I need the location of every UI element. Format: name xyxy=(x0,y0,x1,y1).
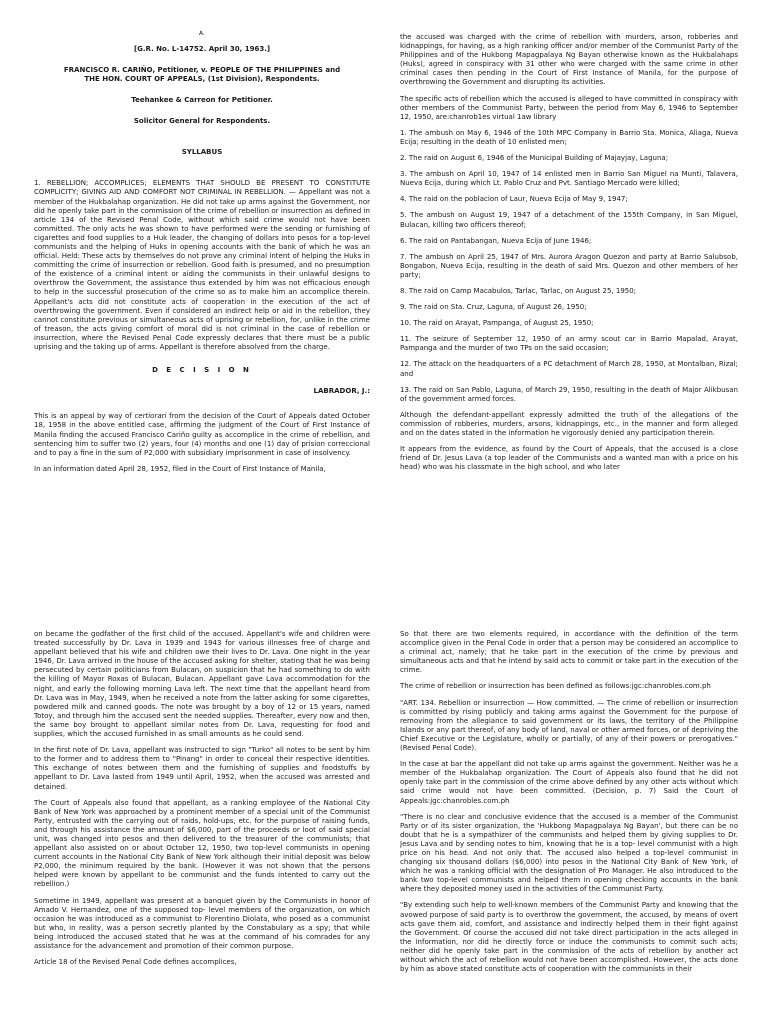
admission-paragraph: Although the defendant-appellant expressly admitted the truth of the allegations of the commission of robberies, murders, arsons, kidnappings, etc., in the manner and form alleged and on the dates stated in the information he vigorously denied any participation therein. xyxy=(400,410,738,437)
bottom-right-column xyxy=(400,630,738,1024)
list-item: 3. The ambush on April 10, 1947 of 14 enlisted men in Barrio San Miguel na Munti, Talavera, Nueva Ecija, during which Lt. Pablo Cruz and Pvt. Santiago Mercado were killed; xyxy=(400,170,738,188)
counsel-petitioner: Teehankee & Carreon for Petitioner. xyxy=(131,96,273,105)
decision-paragraph-2: In an information dated April 28, 1952, filed in the Court of First Instance of Manila, xyxy=(34,464,326,473)
body-paragraph: on became the godfather of the first child of the accused. Appellant's wife and children were treated successfully by Dr. Lava in 1939 and 1943 for various illnesses free of charge and appellant believed that his wife and children owe their lives to Dr. Lava. One night in the year 1946, Dr. Lava arrived in the house of the accused asking for shelter, stating that he was being persecuted by certain politicians from Bulacan, on suspicion that he had something to do with the killing of Mayor Roxas of Bulacan, Bulacan. Appellant gave Lava accommodation for the night, and early the following morning Lava left. The next time that the appellant heard from Dr. Lava was in May, 1949, when he received a note from the latter asking for some cigarettes, powdered milk and canned goods. The note was brought by a boy of 12 or 15 years, named Totoy, and through him the accused sent the needed supplies. Thereafter, every now and then, the same boy brought to appellant similar notes from Dr. Lava, requesting for food and supplies, which the accused furnished in as small amounts as he could send. xyxy=(34,630,370,739)
list-item: 2. The raid on August 6, 1946 of the Municipal Building of Majayjay, Laguna; xyxy=(400,154,669,163)
list-item: 5. The ambush on August 19, 1947 of a detachment of the 155th Company, in San Miguel, Bulacan, killing two officers thereof; xyxy=(400,211,738,229)
top-left-column xyxy=(34,30,370,510)
syllabus-heading: SYLLABUS xyxy=(181,148,223,157)
statute-quote: "ART. 134. Rebellion or insurrection — How committed. — The crime of rebellion or insurrection is committed by rising publicly and taking arms against the Government for the purpose of removing from the allegiance to said government or its laws, the territory of the Philippine Islands or any part thereof, of any body of land, naval or other armed forces, or of depriving the Chief Executive or the Legislature, wholly or partially, of any of their powers or prerogatives." (Revised Penal Code). xyxy=(400,698,738,753)
specific-acts-intro: The specific acts of rebellion which the accused is alleged to have committed in conspiracy with other members of the Communist Party, between the period from May 6, 1946 to September 12, 1950, are:chanrob1es virtual 1aw library xyxy=(400,94,738,121)
list-item: 8. The raid on Camp Macabulos, Tarlac, Tarlac, on August 25, 1950; xyxy=(400,286,637,295)
top-right-column xyxy=(400,33,738,510)
list-item: 4. The raid on the poblacion of Laur, Nueva Ecija of May 9, 1947; xyxy=(400,195,628,204)
syllabus-paragraph: 1. REBELLION; ACCOMPLICES; ELEMENTS THAT SHOULD BE PRESENT TO CONSTITUTE COMPLICITY; GIVING AID AND COMFORT NOT CRIMINAL IN REBELLION. — Appellant was not a member of the Hukbalahap organization. He did not take up arms against the Government, nor did he openly take part in the commission of the crime of rebellion or insurrection as defined in article 134 of the Revised Penal Code, without which said crime would not have been committed. The only acts he was shown to have performed were the sending or furnishing of cigarettes and food supplies to a Huk leader, the changing of dollars into pesos for a top-level communists and the helping of Huks in opening accounts with the bank of which he was an official. Held: These acts by themselves do not prove any criminal intent of helping the Huks in committing the crime of insurrection or rebellion. Good faith is presumed, and no presumption of the existence of a criminal intent or aiding the communists in their unlawful designs to overthrow the Government, the assistance thus extended by him was not efficacious enough to help in the successful prosecution of the crime so as to make him an accomplice therein. Appellant's acts did not constitute acts of cooperation in the execution of the act of overthrowing the government. Even if considered an indirect help or aid in the rebellion, they cannot constitute previous or simultaneous acts of uprising or rebellion, for, unlike in the crime of treason, the acts giving comfort of moral did is not criminal in the case of rebellion or insurrection, where the Revised Penal Code expressly declares that there must be a public uprising and the taking up of arms. Appellant is therefore absolved from the charge. xyxy=(34,179,370,352)
parties-line-2: THE HON. COURT OF APPEALS, (1st Division), Respondents. xyxy=(84,74,320,83)
body-paragraph: Sometime in 1949, appellant was present at a banquet given by the Communists in honor of Amado V. Hernandez, one of the supposed top- level members of the organization, on which occasion he was introduced as a communist to Florentino Diolata, who posed as a communist but who, in reality, was a person secretly planted by the Constabulary as a spy; that while being introduced the accused stated that he was at the command of his comrades for any assistance for the advancement and promotion of their common purpose. xyxy=(34,896,370,950)
parties-line-1: FRANCISCO R. CARIÑO, Petitioner, v. PEOPLE OF THE PHILIPPINES and xyxy=(63,65,341,74)
certiorari-term: certiorari xyxy=(134,412,167,421)
body-paragraph: The Court of Appeals also found that appellant, as a ranking employee of the National City Bank of New York was approached by a prominent member of a special unit of the Communist Party, entrusted with the carrying out of raids, hold-ups, etc. for the purpose of raising funds, and through his assistance the amount of $6,000, part of the proceeds or loot of said special unit, was changed into pesos and then delivered to the treasurer of the communists; that appellant also assisted on or about October 12, 1950, two top-level communists in opening current accounts in the National City Bank of New York although their initial deposit was below P2,000, the minimum required by the bank. (However it was not shown that the persons helped were known by appellant to be communist and the funds intented to carry out the rebellion.) xyxy=(34,798,370,889)
body-paragraph: In the case at bar the appellant did not take up arms against the government. Neither was he a member of the Hukbalahap organization. The Court of Appeals also found that he did not openly take part in the commission of the crime above defined by any other acts without which said crime would not have been committed. (Decision, p. 7) Said the Court of Appeals:jgc:chanrobles.com.ph xyxy=(400,760,738,805)
list-item: 6. The raid on Pantabangan, Nueva Ecija of June 1946; xyxy=(400,236,592,245)
list-item: 12. The attack on the headquarters of a PC detachment of March 28, 1950, at Montalban, Rizal; and xyxy=(400,360,738,378)
bottom-left-column xyxy=(34,630,370,1024)
list-item: 1. The ambush on May 6, 1946 of the 10th MPC Company in Barrio Sta. Monica, Aliaga, Nueva Ecija; resulting in the death of 10 enlisted men; xyxy=(400,128,738,146)
body-paragraph: So that there are two elements required, in accordance with the definition of the term accomplice given in the Penal Code in order that a person may be considered an accomplice to a criminal act, namely; that he take part in the execution of the crime by previous and simultaneous acts and that he intend by said acts to commit or take part in the execution of the crime. xyxy=(400,630,738,675)
body-paragraph: In the first note of Dr. Lava, appellant was instructed to sign "Turko" all notes to be sent by him to the former and to address them to "Pinang" in order to conceal their respective identities. This exchange of notes between them and the furnishing of supplies and foodstuffs by appellant to Dr. Lava lasted from 1949 until April, 1952, when the accused was arrested and detained. xyxy=(34,746,370,791)
list-item: 11. The seizure of September 12, 1950 of an army scout car in Barrio Mapalad, Arayat, Pampanga and the murder of two TPs on the said occasion; xyxy=(400,335,738,353)
counsel-respondents: Solicitor General for Respondents. xyxy=(133,117,271,126)
list-item: 10. The raid on Arayat, Pampanga, of August 25, 1950; xyxy=(400,319,594,328)
decision-paragraph-1 xyxy=(34,412,370,457)
decision-p1-text-cont: from the decision of the Court of Appeals dated October 18, 1958 in the above entitled case, affirming the judgment of the Court of First Instance of Manila finding the accused Francisco Cariño guilty as accomplice in the crime of rebellion, and sentencing him to suffer two (2) years, four (4) months and one (1) day of prision correccional and to pay a fine in the sum of P2,000 with subsidiary imprisonment in case of insolvency. xyxy=(34,412,370,457)
list-item: 13. The raid on San Pablo, Laguna, of March 29, 1950, resulting in the death of Major Alikbusan of the government armed forces. xyxy=(400,385,738,403)
decision-heading: D E C I S I O N xyxy=(152,366,252,375)
charge-paragraph: the accused was charged with the crime of rebellion with murders, arson, robberies and kidnappings, for having, as a high ranking officer and/or member of the Communist Party of the Philippines and of the Hukbong Mapagpalaya Ng Bayan otherwise known as the Hukbalahaps (Huks), agreed in conspiracy with 31 other who were charged with the same crime in other criminal cases then pending in the Court of First Instance of Manila, for the purpose of overthrowing the Government and disrupting its activities. xyxy=(400,33,738,87)
list-item: 7. The ambush on April 25, 1947 of Mrs. Aurora Aragon Quezon and party at Barrio Salubsob, Bongabon, Nueva Ecija, resulting in the death of said Mrs. Quezon and other members of her party; xyxy=(400,252,738,279)
body-paragraph: The crime of rebellion or insurrection has been defined as follows:jgc:chanrobles.com.ph xyxy=(400,682,711,691)
evidence-paragraph: It appears from the evidence, as found by the Court of Appeals, that the accused is a close friend of Dr. Jesus Lava (a top leader of the Communists and a wanted man with a price on his head) who was his classmate in the high school, and who later xyxy=(400,445,738,472)
page-bottom-half xyxy=(0,512,768,1024)
justice-name: LABRADOR, J.: xyxy=(313,387,370,396)
body-paragraph: Article 18 of the Revised Penal Code defines accomplices, xyxy=(34,958,237,967)
case-number: [G.R. No. L-14752. April 30, 1963.] xyxy=(133,44,271,53)
court-quote: "There is no clear and conclusive evidence that the accused is a member of the Communist Party or of its sister organization, the 'Hukbong Mapagpalaya Ng Bayan', but there can be no doubt that he is a sympathizer of the communists and helped them by giving supplies to Dr. Jesus Lava and by sending notes to him, knowing that he is a top- level communist with a high price on his head. And not only that. The accused also helped a top-level communist in changing six thousand dollars ($6,000) into pesos in the National City Bank of New York, of which he was a ranking official with the designation of Pro Manager. He also introduced to the bank two top-level communists and helped them in opening checking accounts in the bank where they deposited money used in the activities of the Communist Party. xyxy=(400,812,738,894)
court-quote: "By extending such help to well-known members of the Communist Party and knowing that the avowed purpose of said party is to overthrow the government, the accused, by means of overt acts gave them aid, comfort, and assistance and indirectly helped them in their fight against the Government. Of course the accused did not take direct participation in the acts alleged in the information, nor did he directly force or induce the communists to commit such acts; neither did he openly take part in the commission of the acts of rebellion by another act without which the act of rebellion would not have been accomplished. However, the acts done by him as above stated constitute acts of cooperation with the communists in their xyxy=(400,901,738,974)
page-marker: A. xyxy=(199,30,205,37)
list-item: 9. The raid on Sta. Cruz, Laguna, of August 26, 1950; xyxy=(400,303,587,312)
decision-p1-text: This is an appeal by way of xyxy=(34,412,135,421)
